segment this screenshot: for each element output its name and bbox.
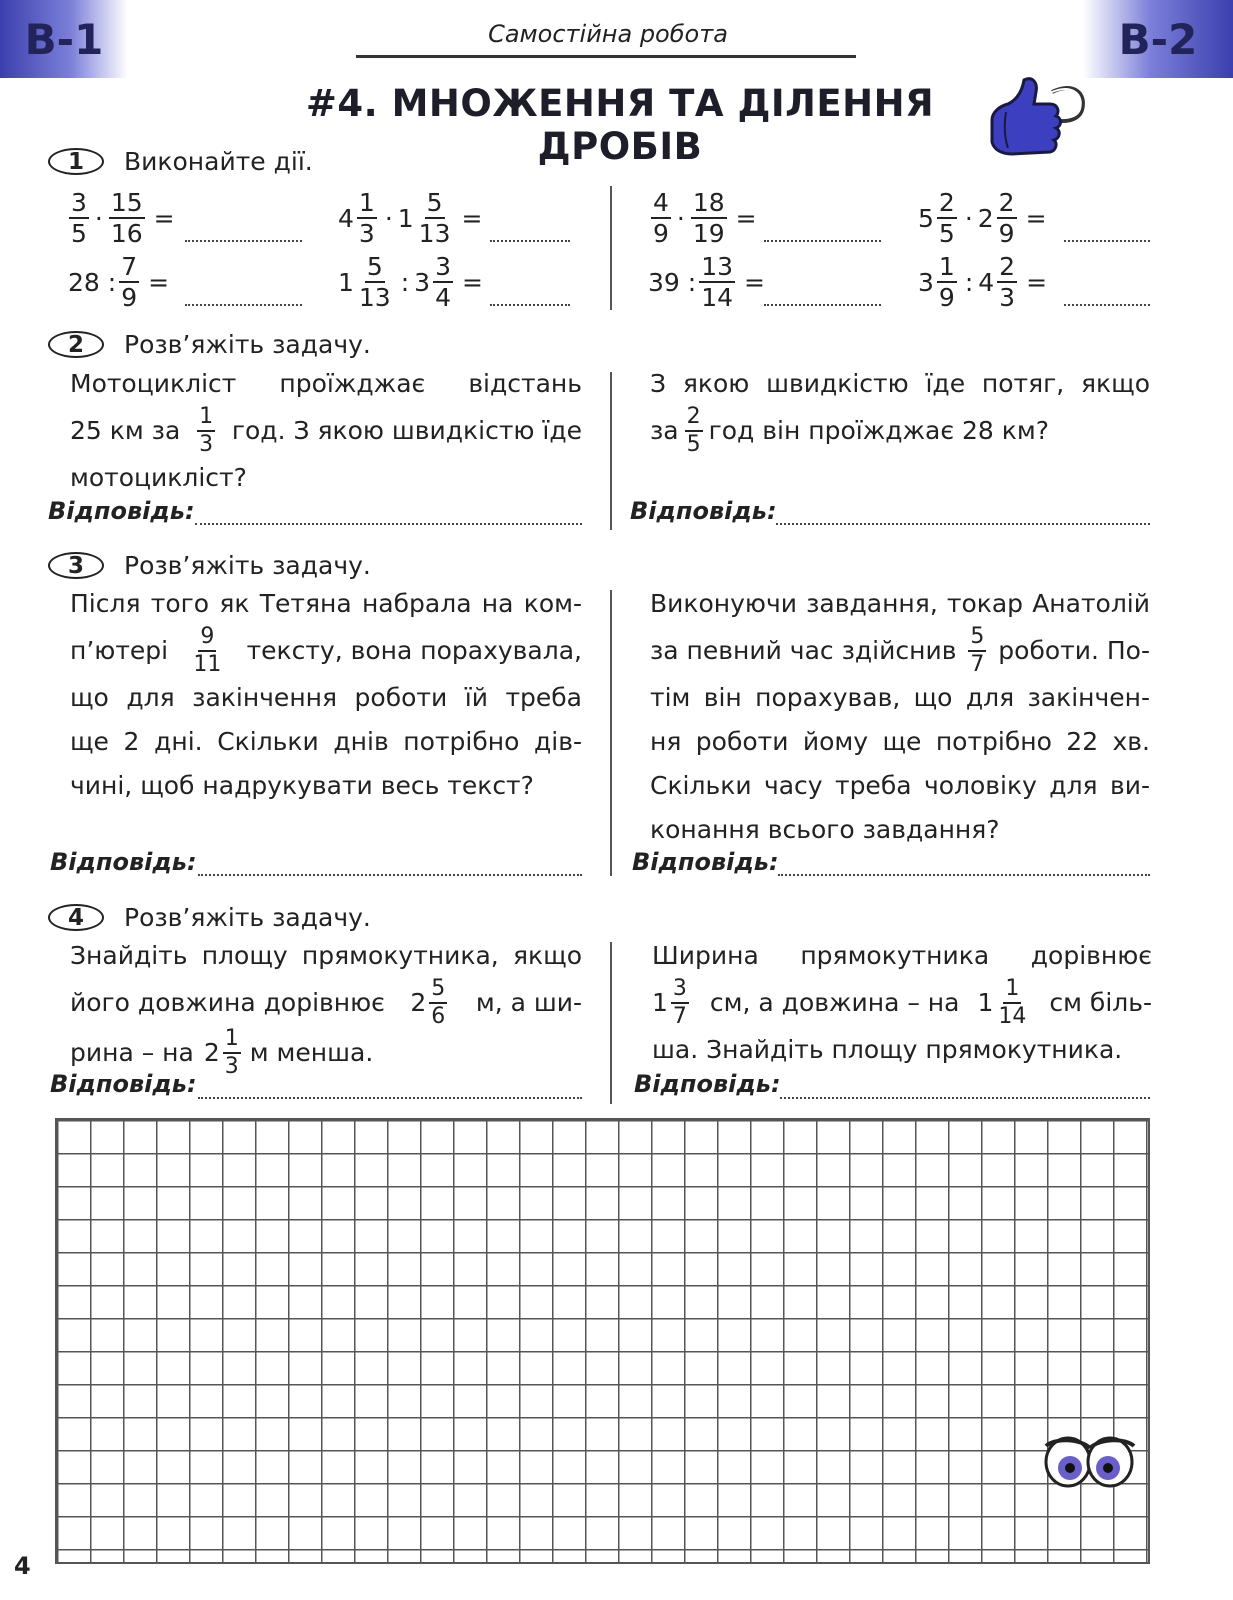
fraction: $\frac{4}{9}$: [653, 188, 669, 248]
fraction: $\frac{15}{16}$: [110, 188, 143, 248]
page-title: #4. МНОЖЕННЯ ТА ДІЛЕННЯ ДРОБІВ: [305, 82, 935, 168]
answer-label: Відповідь:: [632, 848, 779, 876]
expression: 5 $\frac{2}{5}$ · 2 $\frac{2}{9}$ =: [918, 188, 1047, 248]
task-2-heading-text: Розв’яжіть задачу.: [124, 330, 371, 359]
answer-line[interactable]: [780, 1097, 1150, 1099]
task-3-heading-text: Розв’яжіть задачу.: [124, 551, 371, 580]
task-4-heading-text: Розв’яжіть задачу.: [124, 903, 371, 932]
fraction: $\frac{3}{4}$: [435, 252, 451, 312]
task-2-left-text: Мотоцикліст проїжджає відстань 25 км за $\frac{1}{3}$ год. З якою швидкістю їде мотоцикліст?: [70, 369, 582, 492]
task-1-heading-text: Виконайте дії.: [124, 147, 313, 176]
answer-label: Відповідь:: [50, 1070, 197, 1098]
header-label: Самостійна робота: [488, 20, 728, 48]
expression: $\frac{3}{5}$ · $\frac{15}{16}$ =: [71, 188, 175, 248]
task-4-left-text: Знайдіть площу прямокутника, якщо його довжина дорівнює 2 $\frac{5}{6}$ м, а ши- рина – на 2 $\frac{1}{3}$ м менша.: [70, 941, 582, 1079]
expression: 3 $\frac{1}{9}$ : 4 $\frac{2}{3}$ =: [918, 252, 1048, 312]
answer-line[interactable]: [1064, 240, 1150, 242]
answer-line[interactable]: [764, 240, 881, 242]
task-3-right-text: Виконуючи завдання, токар Анатолій за певний час здійснив $\frac{5}{7}$ роботи. По- тім він порахував, що для закінчен- ня роботи йому ще потрібно 22 хв. Скільки часу треба чоловіку для ви- конання всього завдання?: [650, 589, 1150, 844]
fraction: $\frac{5}{13}$: [418, 188, 451, 248]
answer-line[interactable]: [490, 304, 570, 306]
thumbs-up-icon: [982, 72, 1092, 167]
task-3-number: 3: [48, 552, 104, 579]
fraction: $\frac{7}{9}$: [121, 252, 138, 312]
fraction: $\frac{2}{9}$: [998, 188, 1015, 248]
task-1-number: 1: [48, 148, 104, 175]
answer-label: Відповідь:: [634, 1070, 781, 1098]
task-2-right-text: З якою швидкістю їде потяг, якщо за $\frac{2}{5}$ год він проїжджає 28 км?: [650, 369, 1150, 457]
answer-line[interactable]: [198, 874, 582, 876]
variant-label-right: В-2: [1118, 14, 1198, 64]
variant-badge-right: [1083, 0, 1233, 78]
task-1-heading: [48, 147, 313, 176]
variant-badge-left: [0, 0, 128, 78]
fraction: $\frac{2}{5}$: [938, 188, 955, 248]
fraction: $\frac{1}{9}$: [938, 252, 955, 312]
column-divider: [610, 590, 612, 876]
expression: 39 : $\frac{13}{14}$ =: [648, 252, 765, 312]
answer-line[interactable]: [490, 240, 570, 242]
task-3-left-text: Після того як Тетяна набрала на ком- п’ютері $\frac{9}{11}$ тексту, вона порахувала, що для закінчення роботи їй треба ще 2 дні. Скільки днів потрібно дів- чині, щоб надрукувати весь текст?: [70, 589, 582, 800]
column-divider: [610, 372, 612, 530]
expression: 4 $\frac{1}{3}$ · 1 $\frac{5}{13}$ =: [338, 188, 483, 248]
answer-line[interactable]: [776, 523, 1150, 525]
grid-workspace[interactable]: [55, 1118, 1150, 1564]
task-4-right-text: Ширина прямокутника дорівнює 1 $\frac{3}{7}$ см, а довжина – на 1 $\frac{1}{14}$ см біль- ша. Знайдіть площу прямокутника.: [652, 941, 1152, 1064]
answer-label: Відповідь:: [630, 497, 777, 525]
answer-line[interactable]: [195, 523, 582, 525]
fraction: $\frac{5}{13}$: [358, 252, 391, 312]
expression: 1 $\frac{5}{13}$ : 3 $\frac{3}{4}$ =: [338, 252, 483, 312]
answer-line[interactable]: [185, 240, 302, 242]
fraction: $\frac{18}{19}$: [692, 188, 725, 248]
task-2-heading: [48, 330, 371, 359]
fraction: $\frac{13}{14}$: [701, 252, 733, 312]
answer-line[interactable]: [198, 1097, 582, 1099]
task-4-heading: [48, 903, 371, 932]
expression: $\frac{4}{9}$ · $\frac{18}{19}$ =: [653, 188, 757, 248]
answer-label: Відповідь:: [50, 848, 197, 876]
answer-line[interactable]: [1064, 304, 1150, 306]
answer-line[interactable]: [778, 874, 1150, 876]
task-2-number: 2: [48, 331, 104, 358]
variant-label-left: В-1: [24, 14, 104, 64]
answer-line[interactable]: [764, 304, 881, 306]
header-rule: [356, 55, 856, 58]
task-4-number: 4: [48, 904, 104, 931]
expression: 28 : $\frac{7}{9}$ =: [68, 252, 170, 312]
answer-line[interactable]: [185, 304, 302, 306]
page-number: 4: [14, 1552, 31, 1580]
column-divider: [610, 186, 612, 310]
fraction: $\frac{3}{5}$: [71, 188, 87, 248]
answer-label: Відповідь:: [48, 497, 195, 525]
fraction: $\frac{2}{3}$: [999, 252, 1016, 312]
fraction: $\frac{1}{3}$: [358, 188, 375, 248]
column-divider: [610, 942, 612, 1104]
eyes-icon: [1040, 1432, 1140, 1492]
task-3-heading: [48, 551, 371, 580]
